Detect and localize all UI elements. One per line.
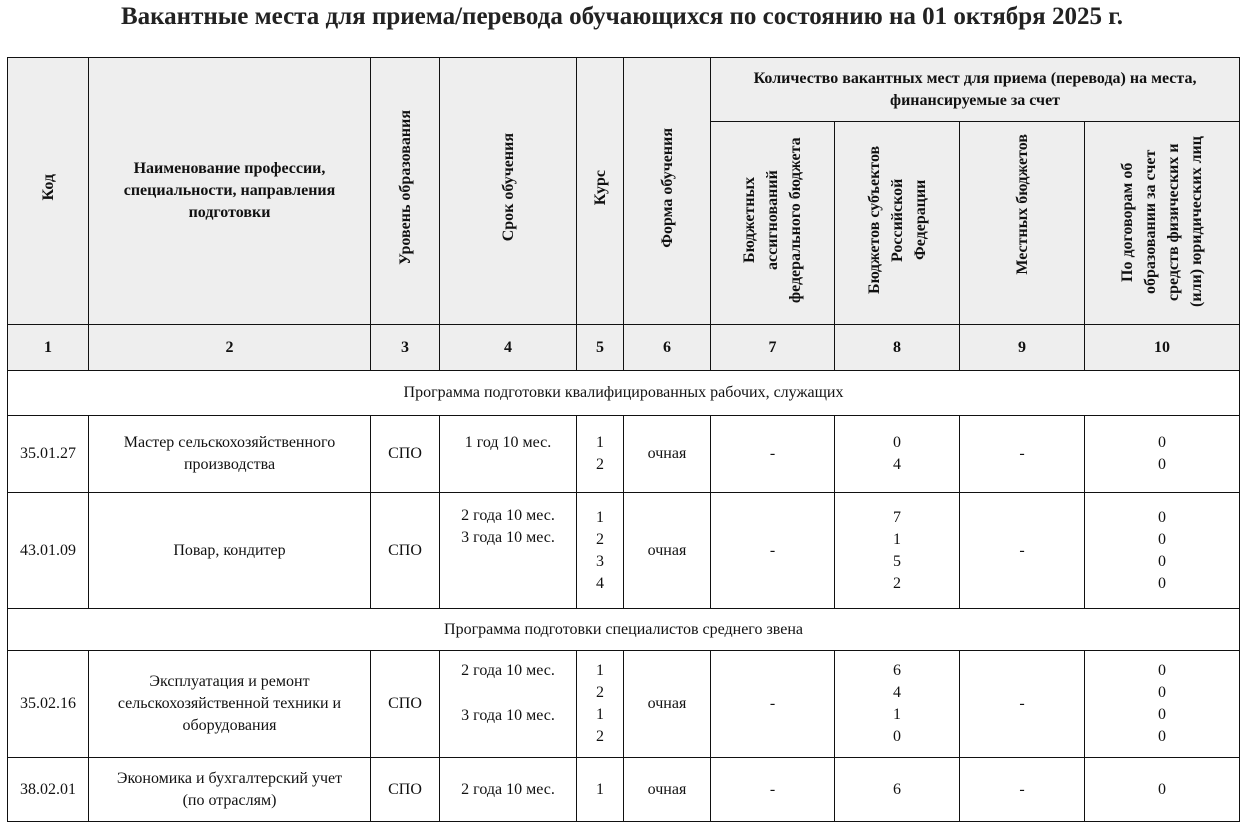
header-funding-group: Количество вакантных мест для приема (перевода) на места, финансируемые за счет xyxy=(711,58,1240,122)
cell-name: Экономика и бухгалтерский учет (по отраслям) xyxy=(89,758,371,822)
cell-contract: 0 0 0 0 xyxy=(1085,651,1240,758)
cell-code: 38.02.01 xyxy=(8,758,89,822)
header-contract: По договорам об образовании за счет средств физических и (или) юридических лиц xyxy=(1085,122,1240,325)
cell-level: СПО xyxy=(371,493,440,609)
vacancies-table xyxy=(7,57,1240,822)
header-form: Форма обучения xyxy=(624,58,711,325)
column-number: 9 xyxy=(960,325,1085,371)
cell-contract: 0 xyxy=(1085,758,1240,822)
column-number: 8 xyxy=(835,325,960,371)
cell-form: очная xyxy=(624,416,711,493)
cell-contract: 0 0 xyxy=(1085,416,1240,493)
column-numbers-row xyxy=(8,325,1240,371)
cell-duration: 1 год 10 мес. xyxy=(440,416,577,493)
column-number: 4 xyxy=(440,325,577,371)
cell-regional: 6 xyxy=(835,758,960,822)
cell-course: 1 2 3 4 xyxy=(577,493,624,609)
header-duration: Срок обучения xyxy=(440,58,577,325)
cell-local: - xyxy=(960,651,1085,758)
cell-federal: - xyxy=(711,651,835,758)
header-name: Наименование профессии, специальности, направления подготовки xyxy=(89,58,371,325)
cell-course: 1 2 xyxy=(577,416,624,493)
column-number: 2 xyxy=(89,325,371,371)
cell-form: очная xyxy=(624,651,711,758)
cell-regional: 6 4 1 0 xyxy=(835,651,960,758)
cell-duration: 2 года 10 мес. 3 года 10 мес. xyxy=(440,651,577,758)
cell-regional: 7 1 5 2 xyxy=(835,493,960,609)
column-number: 3 xyxy=(371,325,440,371)
cell-local: - xyxy=(960,758,1085,822)
header-code: Код xyxy=(8,58,89,325)
header-local: Местных бюджетов xyxy=(960,122,1085,325)
cell-local: - xyxy=(960,493,1085,609)
header-federal: Бюджетных ассигнований федерального бюджета xyxy=(711,122,835,325)
cell-local: - xyxy=(960,416,1085,493)
cell-course: 1 2 1 2 xyxy=(577,651,624,758)
page-title: Вакантные места для приема/перевода обучающихся по состоянию на 01 октября 2025 г. xyxy=(120,3,1123,30)
cell-name: Эксплуатация и ремонт сельскохозяйственной техники и оборудования xyxy=(89,651,371,758)
cell-name: Повар, кондитер xyxy=(89,493,371,609)
cell-form: очная xyxy=(624,493,711,609)
cell-course: 1 xyxy=(577,758,624,822)
cell-regional: 0 4 xyxy=(835,416,960,493)
table-row xyxy=(8,651,1240,758)
cell-level: СПО xyxy=(371,758,440,822)
cell-level: СПО xyxy=(371,416,440,493)
cell-contract: 0 0 0 0 xyxy=(1085,493,1240,609)
header-level: Уровень образования xyxy=(371,58,440,325)
section-title: Программа подготовки специалистов среднего звена xyxy=(8,609,1240,651)
section-title: Программа подготовки квалифицированных рабочих, служащих xyxy=(8,371,1240,416)
column-number: 6 xyxy=(624,325,711,371)
cell-name: Мастер сельскохозяйственного производства xyxy=(89,416,371,493)
table-row xyxy=(8,416,1240,493)
cell-duration: 2 года 10 мес. xyxy=(440,758,577,822)
cell-code: 43.01.09 xyxy=(8,493,89,609)
column-number: 10 xyxy=(1085,325,1240,371)
cell-federal: - xyxy=(711,758,835,822)
column-number: 5 xyxy=(577,325,624,371)
cell-federal: - xyxy=(711,416,835,493)
table-row xyxy=(8,758,1240,822)
header-course: Курс xyxy=(577,58,624,325)
column-number: 7 xyxy=(711,325,835,371)
cell-form: очная xyxy=(624,758,711,822)
column-number: 1 xyxy=(8,325,89,371)
cell-code: 35.01.27 xyxy=(8,416,89,493)
header-regional: Бюджетов субъектов Российской Федерации xyxy=(835,122,960,325)
cell-level: СПО xyxy=(371,651,440,758)
table-row xyxy=(8,493,1240,609)
cell-code: 35.02.16 xyxy=(8,651,89,758)
cell-federal: - xyxy=(711,493,835,609)
cell-duration: 2 года 10 мес. 3 года 10 мес. xyxy=(440,493,577,609)
